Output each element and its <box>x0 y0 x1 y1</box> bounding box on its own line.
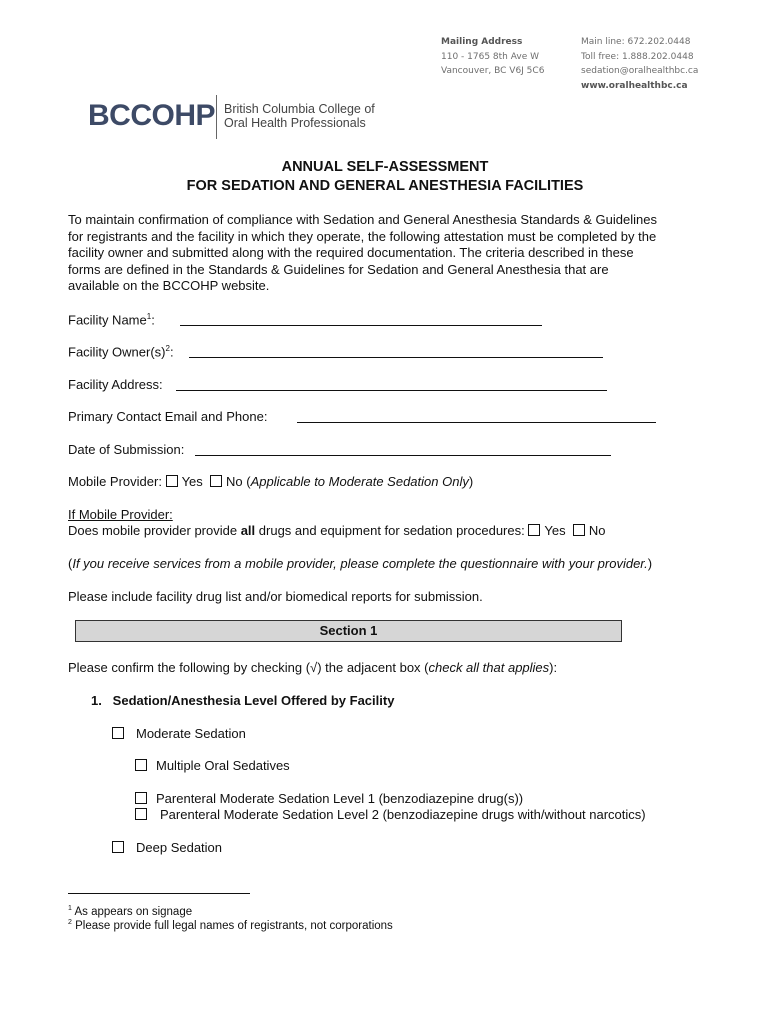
parenteral1-checkbox[interactable] <box>135 792 147 804</box>
intro-line4: forms are defined in the Standards & Guidelines for Sedation and General Anesthesia that are <box>68 261 609 277</box>
mobile-applicable-note: Applicable to Moderate Sedation Only <box>250 474 469 489</box>
option-multiple-oral-row <box>135 758 290 773</box>
intro-line5: available on the BCCOHP website. <box>68 278 270 293</box>
facility-owner-field[interactable] <box>189 345 603 358</box>
moderate-sedation-checkbox[interactable] <box>112 727 124 739</box>
main-line: Main line: 672.202.0448 <box>581 37 691 47</box>
facility-name-row: Facility Name$^1$: <box>68 312 155 328</box>
title-line2: FOR SEDATION AND GENERAL ANESTHESIA FACILITIES <box>186 178 584 194</box>
mobile-question-no-checkbox[interactable] <box>573 524 585 536</box>
confirm-instructions <box>68 660 557 675</box>
mailing-address-line1: 110 - 1765 8th Ave W <box>441 51 539 62</box>
facility-name-field[interactable] <box>180 313 542 326</box>
parenteral2-checkbox[interactable] <box>135 808 147 820</box>
facility-address-field[interactable] <box>176 378 607 391</box>
footnote-1-number: 1 <box>68 905 72 912</box>
parenteral1-label: Parenteral Moderate Sedation Level 1 (benzodiazepine drug(s)) <box>156 791 524 806</box>
deep-sedation-checkbox[interactable] <box>112 841 124 853</box>
footnote-2 <box>68 916 393 933</box>
confirm-italic: check all that applies <box>428 660 550 675</box>
services-note: If you receive services from a mobile provider, please complete the questionnaire with your provider. <box>72 556 648 571</box>
logo-subtitle-line2: Oral Health Professionals <box>224 116 366 130</box>
confirm-pre: Please confirm the following by checking (√) the adjacent box ( <box>68 660 429 675</box>
confirm-post: ): <box>549 660 558 675</box>
logo-divider <box>216 95 217 139</box>
document-title <box>0 158 770 196</box>
intro-line1: To maintain confirmation of compliance with Sedation and General Anesthesia Standards & Guidelines <box>68 212 657 227</box>
logo-subtitle-line1: British Columbia College of <box>224 102 375 116</box>
option-parenteral1-row <box>135 791 523 806</box>
intro-paragraph <box>68 212 708 295</box>
services-note-row: (If you receive services from a mobile provider, please complete the questionnaire with your provider.) <box>68 556 653 571</box>
bccohp-logo: BCCOHP <box>88 99 216 132</box>
multiple-oral-label: Multiple Oral Sedatives <box>156 758 290 773</box>
title-line1: ANNUAL SELF-ASSESSMENT <box>281 159 489 175</box>
intro-line2: for registrants and the facility in which they operate, the following attestation must be completed by the <box>68 228 657 244</box>
question-1-heading: 1. Sedation/Anesthesia Level Offered by Facility <box>91 693 395 708</box>
include-note: Please include facility drug list and/or biomedical reports for submission. <box>68 589 483 604</box>
toll-free: Toll free: 1.888.202.0448 <box>581 51 694 62</box>
parenteral2-label: Parenteral Moderate Sedation Level 2 (benzodiazepine drugs with/without narcotics) <box>160 807 646 822</box>
primary-contact-field[interactable] <box>297 410 656 423</box>
moderate-sedation-label: Moderate Sedation <box>136 726 246 741</box>
intro-line3: facility owner and submitted along with the required documentation. The criteria described in these <box>68 245 634 260</box>
if-mobile-provider-label: If Mobile Provider: <box>68 507 173 522</box>
mailing-address-line2: Vancouver, BC V6J 5C6 <box>441 66 545 76</box>
mailing-address-block <box>441 35 544 79</box>
option-parenteral2-row <box>135 807 646 822</box>
mobile-question-pre: Does mobile provider provide <box>68 523 241 538</box>
footnote-rule <box>68 893 250 894</box>
website-link[interactable]: www.oralhealthbc.ca <box>581 80 688 91</box>
mobile-question-bold: all <box>240 523 256 538</box>
contact-email[interactable]: sedation@oralhealthbc.ca <box>581 66 699 76</box>
logo-subtitle <box>224 102 375 130</box>
date-submission-label: Date of Submission: <box>68 442 185 457</box>
facility-name-footnote-ref: 1 <box>146 312 152 321</box>
facility-address-label: Facility Address: <box>68 377 163 392</box>
facility-owner-label: Facility Owner(s) <box>68 344 166 360</box>
mailing-address-label: Mailing Address <box>441 37 523 47</box>
multiple-oral-checkbox[interactable] <box>135 759 147 771</box>
date-submission-field[interactable] <box>195 443 611 456</box>
section-1-header: Section 1 <box>75 620 622 642</box>
mobile-no-label: No <box>226 474 243 489</box>
mobile-provider-label: Mobile Provider: <box>68 474 162 489</box>
footnote-1-text: As appears on signage <box>74 905 193 918</box>
option-deep-row <box>112 840 222 855</box>
mobile-provider-row: Mobile Provider: Yes No (Applicable to Moderate Sedation Only) <box>68 474 474 489</box>
mobile-no-checkbox[interactable] <box>210 475 222 487</box>
deep-sedation-label: Deep Sedation <box>136 840 223 855</box>
mobile-question-yes-checkbox[interactable] <box>528 524 540 536</box>
phone-contact-block <box>581 35 698 93</box>
mobile-question-no-label: No <box>588 523 606 538</box>
mobile-question-post: drugs and equipment for sedation procedures: <box>255 523 525 538</box>
facility-owner-footnote-ref: 2 <box>165 344 170 353</box>
mobile-yes-checkbox[interactable] <box>166 475 178 487</box>
mobile-question-row <box>68 523 605 538</box>
mobile-question-yes-label: Yes <box>544 523 566 538</box>
facility-name-label: Facility Name <box>68 312 147 328</box>
footnote-2-number: 2 <box>68 919 72 926</box>
facility-owner-row: Facility $Owner(s)^2$: <box>68 344 174 360</box>
mobile-yes-label: Yes <box>181 474 203 489</box>
footnote-2-text: Please provide full legal names of registrants, not corporations <box>75 919 393 932</box>
primary-contact-label: Primary Contact Email and Phone: <box>68 409 268 424</box>
option-moderate-row <box>112 726 246 741</box>
